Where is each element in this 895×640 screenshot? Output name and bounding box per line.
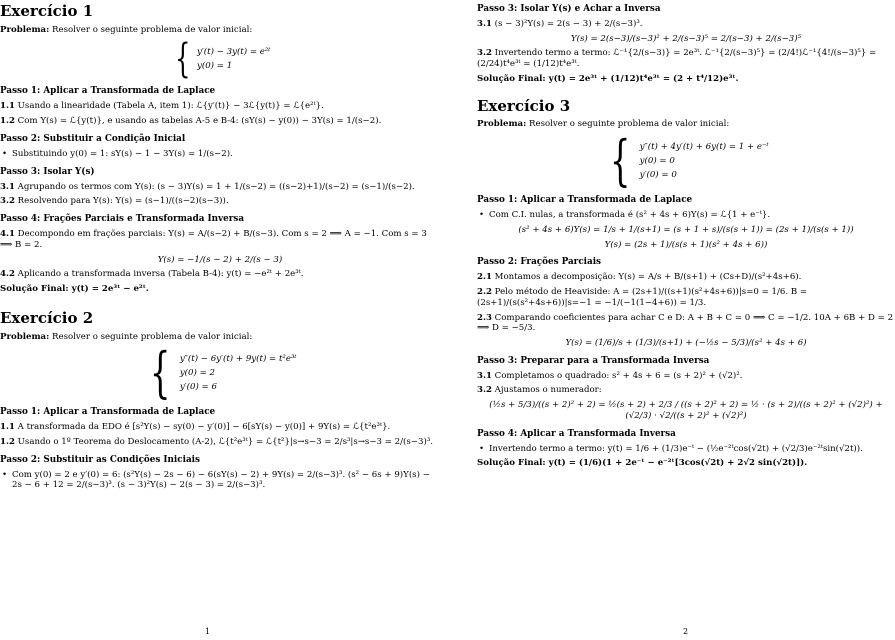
ex2-title: Exercício 2	[0, 308, 94, 327]
ex1-step1-heading: Passo 1: Aplicar a Transformada de Laplace	[0, 86, 216, 97]
ex2-step1-1: 1.1 A transformada da EDO é [s²Y(s) − sy(0) − y′(0)] − 6[sY(s) − y(0)] + 9Y(s) = ℒ{t²e³ᵗ}.	[0, 422, 391, 433]
ex2-step1-2: 1.2 Usando o 1º Teorema do Deslocamento (A-2), ℒ{t²e³ᵗ} = ℒ{t²}|s→s−3 = 2/s³|s→s−3 = 2/(s−3)³.	[0, 436, 433, 447]
ex3-step1-bullet: • Com C.I. nulas, a transformada é (s² + 4s + 6)Y(s) = ℒ{1 + e⁻ᵗ}.	[477, 210, 895, 221]
ex2-problem: Problema: Resolver o seguinte problema de valor inicial:	[0, 331, 253, 342]
ex3-step2-heading: Passo 2: Frações Parciais	[477, 257, 602, 268]
ex3-step1-eq1: (s² + 4s + 6)Y(s) = 1/s + 1/(s+1) = (s + 1 + s)/(s(s + 1)) = (2s + 1)/(s(s + 1))	[518, 224, 854, 235]
ex3-step1-eq2: Y(s) = (2s + 1)/(s(s + 1)(s² + 4s + 6))	[604, 239, 768, 250]
ex1-step1-1: 1.1 Usando a linearidade (Tabela A, item 1): ℒ{y′(t)} − 3ℒ{y(t)} = ℒ{e²ᵗ}.	[0, 101, 324, 112]
ex2-step2-heading: Passo 2: Substituir as Condições Iniciais	[0, 454, 200, 465]
ex3-step2-1: 2.1 Montamos a decomposição: Y(s) = A/s + B/(s+1) + (Cs+D)/(s²+4s+6).	[477, 272, 802, 283]
ex1-problem: Problema: Resolver o seguinte problema de valor inicial:	[0, 24, 253, 35]
ex1-step4-1: 4.1 Decompondo em frações parciais: Y(s) = A/(s−2) + B/(s−3). Com s = 2 ⟹ A = −1. Com s = 3 ⟹ B = 2.	[0, 229, 427, 250]
ex1-step4-2: 4.2 Aplicando a transformada inversa (Tabela B-4): y(t) = −e²ᵗ + 2e³ᵗ.	[0, 269, 304, 280]
ex2-solution: Solução Final: y(t) = 2e³ᵗ + (1/12)t⁴e³ᵗ = (2 + t⁴/12)e³ᵗ.	[477, 73, 739, 84]
page-number: 1	[205, 627, 211, 636]
ex3-step2-equation: Y(s) = (1/6)/s + (1/3)/(s+1) + (−½s − 5/3)/(s² + 4s + 6)	[565, 337, 807, 348]
ex3-solution: Solução Final: y(t) = (1/6)(1 + 2e⁻ᵗ − e⁻²ᵗ[3cos(√2t) + 2√2 sin(√2t)]).	[477, 458, 808, 469]
ex2-eq3: y′(0) = 6	[179, 381, 217, 392]
ex2-step1-heading: Passo 1: Aplicar a Transformada de Laplace	[0, 407, 216, 418]
ex3-eq1: y″(t) + 4y′(t) + 6y(t) = 1 + e⁻ᵗ	[639, 142, 769, 153]
ex1-step3-1: 3.1 Agrupando os termos com Y(s): (s − 3)Y(s) = 1 + 1/(s−2) = ((s−2)+1)/(s−2) = (s−1)/(s−2).	[0, 181, 415, 192]
ex1-step4-equation: Y(s) = −1/(s − 2) + 2/(s − 3)	[157, 254, 283, 265]
ex2-eq2: y(0) = 2	[179, 367, 215, 378]
ex2-system: { y″(t) − 6y′(t) + 9y(t) = t²e³ᵗ y(0) = 2 y′(0) = 6	[150, 341, 297, 405]
ex3-step2-3: 2.3 Comparando coeficientes para achar C e D: A + B + C = 0 ⟹ C = −1/2. 10A + 6B + D = 2 ⟹ D = −5/3.	[477, 312, 894, 334]
ex2-eq1: y″(t) − 6y′(t) + 9y(t) = t²e³ᵗ	[179, 354, 297, 365]
ex3-problem: Problema: Resolver o seguinte problema de valor inicial:	[477, 119, 730, 130]
ex1-step4-heading: Passo 4: Frações Parciais e Transformada Inversa	[0, 214, 245, 225]
ex3-step4-heading: Passo 4: Aplicar a Transformada Inversa	[477, 428, 676, 439]
ex1-step2-bullet: • Substituindo y(0) = 1: sY(s) − 1 − 3Y(s) = 1/(s−2).	[0, 149, 440, 160]
ex3-step2-2: 2.2 Pelo método de Heaviside: A = (2s+1)/((s+1)(s²+4s+6))|s=0 = 1/6. B = (2s+1)/(s(s²+4s+6))|s=−1 = −1/(−1(1−4+6)) = 1/3.	[477, 287, 808, 308]
ex2-step3-heading: Passo 3: Isolar Y(s) e Achar a Inversa	[477, 4, 661, 14]
page-number: 2	[683, 627, 689, 636]
ex3-title: Exercício 3	[477, 96, 571, 115]
ex3-step4-bullet: • Invertendo termo a termo: y(t) = 1/6 + (1/3)e⁻ᵗ − (½e⁻²ᵗcos(√2t) + (√2/3)e⁻²ᵗsin(√2t)).	[477, 444, 895, 455]
ex3-eq3: y′(0) = 0	[639, 169, 677, 180]
ex3-system: { y″(t) + 4y′(t) + 6y(t) = 1 + e⁻ᵗ y(0) = 0 y′(0) = 0	[610, 129, 769, 193]
ex1-title: Exercício 1	[0, 2, 94, 20]
ex3-step1-heading: Passo 1: Aplicar a Transformada de Laplace	[477, 195, 693, 206]
ex3-eq2: y(0) = 0	[639, 155, 675, 166]
ex3-step3-2: 3.2 Ajustamos o numerador:	[477, 385, 602, 396]
page-2	[477, 0, 895, 640]
page-1	[0, 0, 440, 640]
ex3-step3-1: 3.1 Completamos o quadrado: s² + 4s + 6 = (s + 2)² + (√2)².	[477, 370, 743, 381]
ex2-step3-2: 3.2 Invertendo termo a termo: ℒ⁻¹{2/(s−3)} = 2e³ᵗ. ℒ⁻¹{2/(s−3)⁵} = (2/4!)ℒ⁻¹{4!/(s−3)⁵} = (2/24)t⁴e³ᵗ = (1/12)t⁴e³ᵗ.	[477, 48, 877, 70]
ex2-step3-1: 3.1 (s − 3)²Y(s) = 2(s − 3) + 2/(s−3)³.	[477, 18, 643, 29]
ex1-system: { y′(t) − 3y(t) = e²ᵗ y(0) = 1	[174, 36, 271, 83]
ex1-eq1: y′(t) − 3y(t) = e²ᵗ	[197, 47, 271, 58]
ex1-solution: Solução Final: y(t) = 2e³ᵗ − e²ᵗ.	[0, 284, 149, 295]
ex2-step2-bullet: • Com y(0) = 2 e y′(0) = 6: (s²Y(s) − 2s − 6) − 6(sY(s) − 2) + 9Y(s) = 2/(s−3)³. (s² − 6s + 9)Y(s) − 2s − 6 + 12 = 2/(s−3)³. (s − 3)²Y(s) − 2(s − 3) = 2/(s−3)³.	[0, 470, 440, 491]
ex3-step3-equation: (½s + 5/3)/((s + 2)² + 2) = ½(s + 2) + 2/3 / ((s + 2)² + 2) = ½ · (s + 2)/((s + 2)² + (√2)²) + (√2/3) · √2/((s + 2)² + (√2)²)	[489, 400, 883, 421]
ex3-step3-heading: Passo 3: Preparar para a Transformada Inversa	[477, 355, 710, 366]
ex1-step2-heading: Passo 2: Substituir a Condição Inicial	[0, 133, 186, 144]
ex1-step1-2: 1.2 Com Y(s) = ℒ{y(t)}, e usando as tabelas A-5 e B-4: (sY(s) − y(0)) − 3Y(s) = 1/(s−2).	[0, 116, 382, 127]
ex2-step3-equation: Y(s) = 2(s−3)/(s−3)² + 2/(s−3)⁵ = 2/(s−3) + 2/(s−3)⁵	[570, 33, 802, 44]
ex1-step3-2: 3.2 Resolvendo para Y(s): Y(s) = (s−1)/((s−2)(s−3)).	[0, 196, 229, 207]
ex1-eq2: y(0) = 1	[197, 60, 233, 71]
ex1-step3-heading: Passo 3: Isolar Y(s)	[0, 166, 95, 177]
